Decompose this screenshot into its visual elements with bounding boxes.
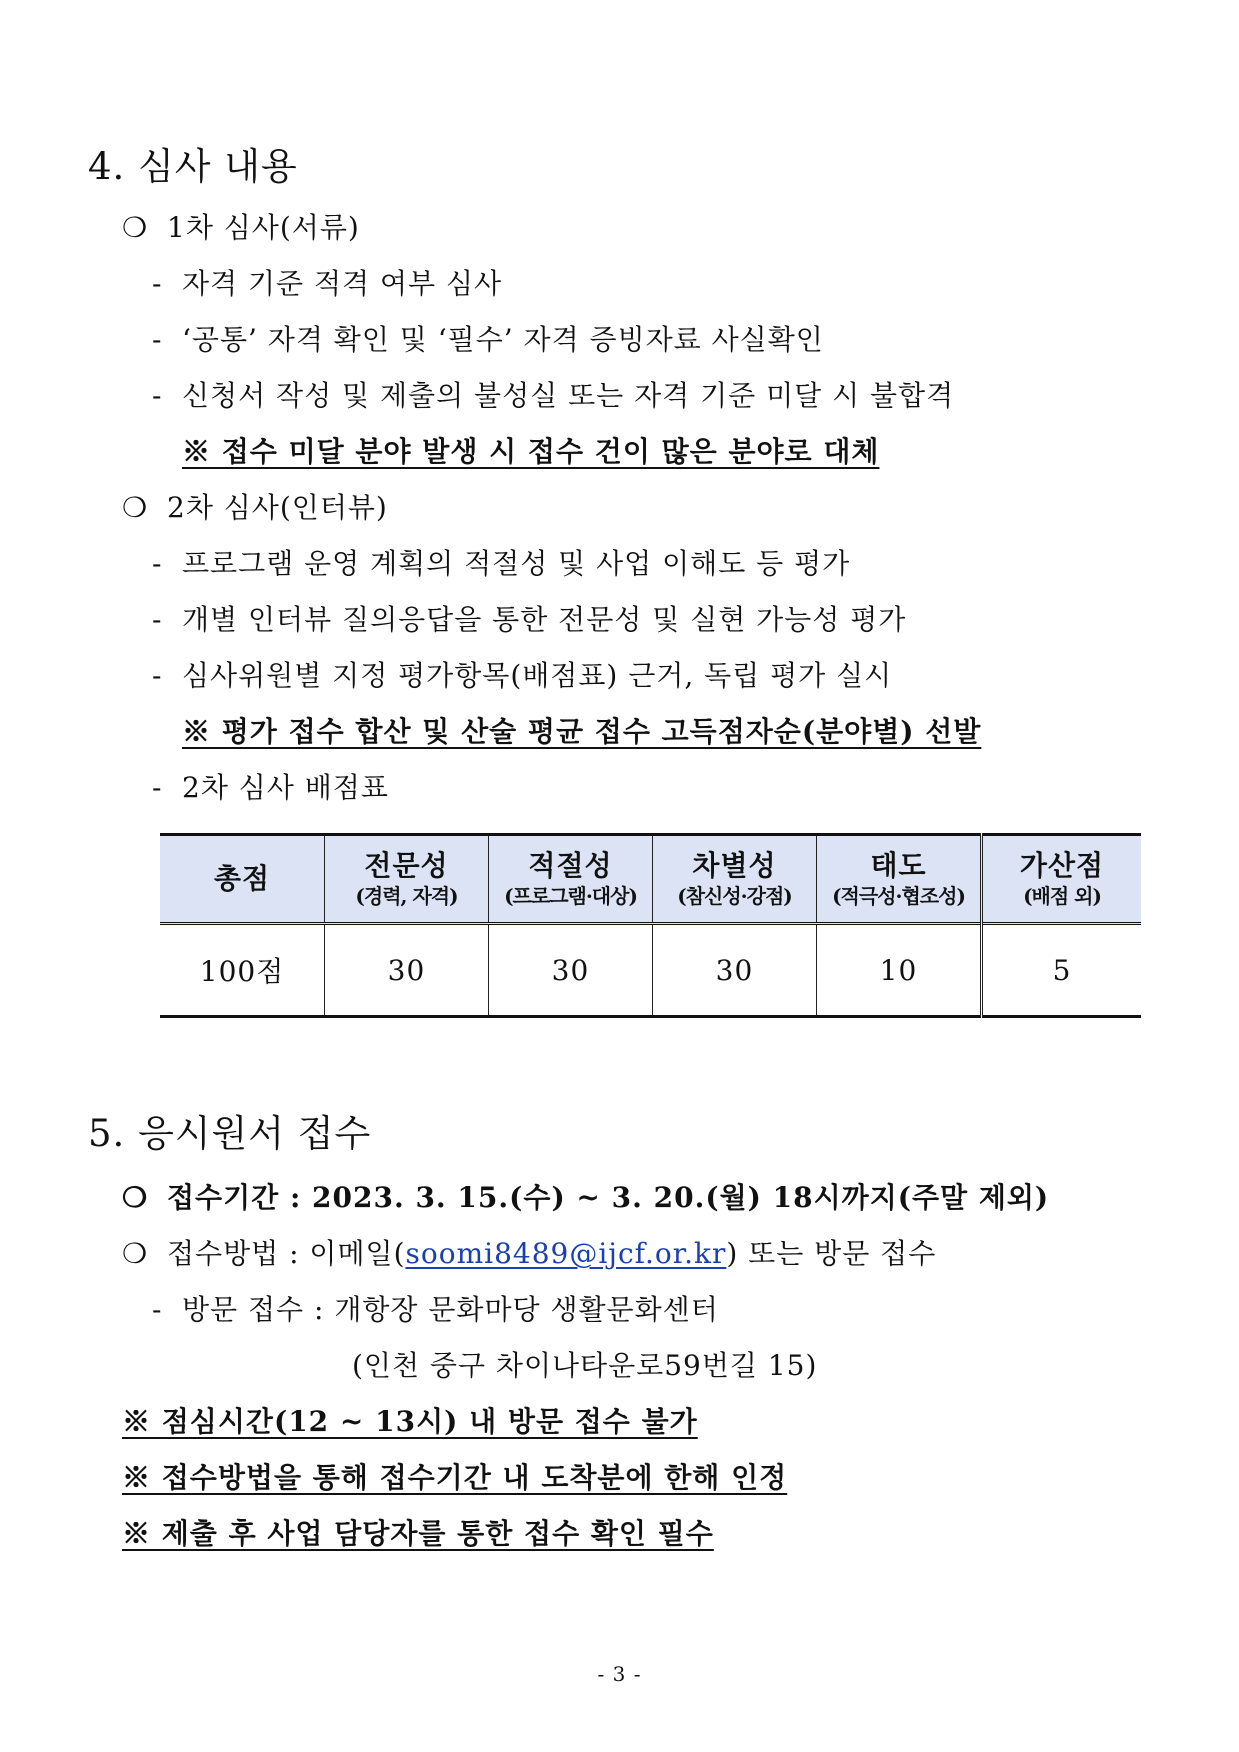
visit-submission-text: 방문 접수 : 개항장 문화마당 생활문화센터 [182, 1293, 719, 1326]
list-item [152, 266, 502, 302]
table-row [160, 924, 1141, 1017]
dash-icon: - [152, 547, 163, 580]
submission-method-prefix: 접수방법 : 이메일( [167, 1237, 406, 1270]
score-table [160, 833, 1141, 1018]
cell-expertise: 30 [325, 924, 489, 1017]
bullet-circle-icon: ❍ [122, 211, 149, 244]
table-caption [152, 770, 389, 806]
bullet-circle-icon: ❍ [122, 1181, 149, 1214]
list-item-text: 자격 기준 적격 여부 심사 [182, 267, 503, 300]
header-distinctiveness: 차별성 (참신성·강점) [653, 835, 817, 924]
dash-icon: - [152, 267, 163, 300]
dash-icon: - [152, 771, 163, 804]
dash-icon: - [152, 323, 163, 356]
first-review-item [122, 210, 360, 246]
submission-period [122, 1180, 1049, 1216]
submission-method [122, 1236, 936, 1272]
section5-heading: 5. 응시원서 접수 [88, 1112, 372, 1155]
page-number: - 3 - [597, 1662, 642, 1686]
header-bonus: 가산점 (배점 외) [982, 835, 1142, 924]
notice-arrival: ※ 접수방법을 통해 접수기간 내 도착분에 한해 인정 [122, 1461, 788, 1494]
submission-period-text: 접수기간 : 2023. 3. 15.(수) ~ 3. 20.(월) 18시까지(주말 제외) [167, 1181, 1050, 1214]
header-expertise: 전문성 (경력, 자격) [325, 835, 489, 924]
list-item [152, 658, 892, 694]
cell-total: 100점 [199, 955, 285, 988]
dash-icon: - [152, 1293, 163, 1326]
list-item-text: 개별 인터뷰 질의응답을 통한 전문성 및 실현 가능성 평가 [182, 603, 907, 636]
cell-bonus: 5 [982, 924, 1142, 1017]
cell-distinctiveness: 30 [653, 924, 817, 1017]
table-header-row [160, 835, 1141, 924]
first-review-label: 1차 심사(서류) [167, 211, 360, 244]
header-total: 총점 [213, 862, 271, 895]
table-caption-text: 2차 심사 배점표 [182, 771, 389, 804]
first-review-note: ※ 접수 미달 분야 발생 시 접수 건이 많은 분야로 대체 [182, 435, 880, 468]
address: (인천 중구 차이나타운로59번길 15) [352, 1349, 818, 1382]
list-item [152, 602, 906, 638]
list-item [152, 378, 954, 414]
second-review-item [122, 490, 388, 526]
notice-lunch: ※ 점심시간(12 ~ 13시) 내 방문 접수 불가 [122, 1405, 698, 1438]
second-review-note: ※ 평가 접수 합산 및 산술 평균 접수 고득점자순(분야별) 선발 [182, 715, 982, 748]
bullet-circle-icon: ❍ [122, 491, 149, 524]
list-item-text: 프로그램 운영 계획의 적절성 및 사업 이해도 등 평가 [182, 547, 851, 580]
list-item [152, 322, 824, 358]
notice-confirm: ※ 제출 후 사업 담당자를 통한 접수 확인 필수 [122, 1517, 714, 1550]
list-item-text: 신청서 작성 및 제출의 불성실 또는 자격 기준 미달 시 불합격 [182, 379, 955, 412]
second-review-label: 2차 심사(인터뷰) [167, 491, 388, 524]
cell-attitude: 10 [817, 924, 982, 1017]
cell-suitability: 30 [489, 924, 653, 1017]
email-link[interactable]: soomi8489@ijcf.or.kr [405, 1237, 727, 1270]
visit-submission [152, 1292, 719, 1328]
bullet-circle-icon: ❍ [122, 1237, 149, 1270]
list-item [152, 546, 850, 582]
list-item-text: 심사위원별 지정 평가항목(배점표) 근거, 독립 평가 실시 [182, 659, 893, 692]
dash-icon: - [152, 659, 163, 692]
header-attitude: 태도 (적극성·협조성) [817, 835, 982, 924]
submission-method-suffix: ) 또는 방문 접수 [726, 1237, 937, 1270]
section4-heading: 4. 심사 내용 [88, 145, 298, 188]
header-suitability: 적절성 (프로그램·대상) [489, 835, 653, 924]
list-item-text: ‘공통’ 자격 확인 및 ‘필수’ 자격 증빙자료 사실확인 [182, 323, 824, 356]
dash-icon: - [152, 603, 163, 636]
dash-icon: - [152, 379, 163, 412]
